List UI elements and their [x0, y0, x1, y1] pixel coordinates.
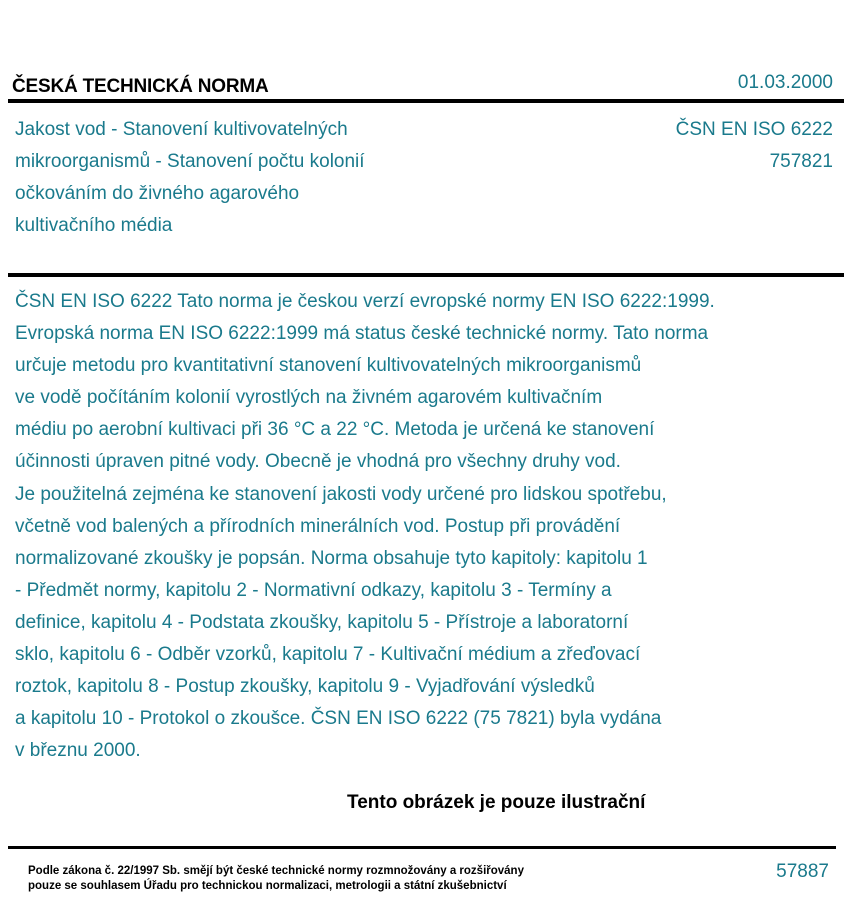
abstract-line: v březnu 2000. — [15, 740, 141, 762]
standard-title — [15, 114, 435, 242]
top-divider — [8, 99, 844, 103]
abstract-line: určuje metodu pro kvantitativní stanovení kultivovatelných mikroorganismů — [15, 355, 642, 377]
abstract-line: Evropská norma EN ISO 6222:1999 má status české technické normy. Tato norma — [15, 323, 709, 345]
abstract-line: a kapitolu 10 - Protokol o zkoušce. ČSN EN ISO 6222 (75 7821) byla vydána — [15, 708, 662, 730]
abstract-line: normalizované zkoušky je popsán. Norma obsahuje tyto kapitoly: kapitolu 1 — [15, 547, 648, 569]
abstract-line: ve vodě počítáním kolonií vyrostlých na živném agarovém kultivačním — [15, 387, 603, 409]
illustration-note: Tento obrázek je pouze ilustrační — [347, 792, 646, 813]
middle-divider — [8, 273, 844, 277]
abstract-line: - Předmět normy, kapitolu 2 - Normativní odkazy, kapitolu 3 - Termíny a — [15, 579, 612, 601]
abstract-line: včetně vod balených a přírodních minerálních vod. Postup při provádění — [15, 515, 621, 537]
abstract-line: definice, kapitolu 4 - Podstata zkoušky, kapitolu 5 - Přístroje a laboratorní — [15, 611, 629, 633]
standard-title-line: očkováním do živného agarového — [15, 183, 300, 204]
bottom-divider — [8, 846, 836, 849]
legal-notice-line: pouze se souhlasem Úřadu pro technickou normalizaci, metrologii a státní zkušebnictví — [28, 880, 507, 892]
standard-class-number: 757821 — [769, 151, 833, 172]
document-header-title: ČESKÁ TECHNICKÁ NORMA — [12, 76, 269, 97]
abstract-line: roztok, kapitolu 8 - Postup zkoušky, kapitolu 9 - Vyjadřování výsledků — [15, 676, 595, 698]
legal-notice-line: Podle zákona č. 22/1997 Sb. smějí být české technické normy rozmnožovány a rozšiřovány — [28, 865, 524, 877]
abstract-line: sklo, kapitolu 6 - Odběr vzorků, kapitolu 7 - Kultivační médium a zřeďovací — [15, 644, 641, 666]
legal-notice — [28, 864, 524, 894]
standard-code: ČSN EN ISO 6222 — [675, 119, 833, 140]
abstract-line: Je použitelná zejména ke stanovení jakosti vody určené pro lidskou spotřebu, — [15, 483, 667, 505]
document-number: 57887 — [776, 861, 829, 882]
abstract-line: ČSN EN ISO 6222 Tato norma je českou verzí evropské normy EN ISO 6222:1999. — [15, 291, 715, 312]
abstract-line: médiu po aerobní kultivaci při 36 °C a 22 °C. Metoda je určená ke stanovení — [15, 419, 655, 441]
standard-title-line: mikroorganismů - Stanovení počtu kolonií — [15, 151, 365, 172]
standard-title-line: kultivačního média — [15, 215, 173, 236]
standard-title-line: Jakost vod - Stanovení kultivovatelných — [15, 119, 348, 140]
abstract-line: účinnosti úpraven pitné vody. Obecně je vhodná pro všechny druhy vod. — [15, 451, 621, 473]
abstract-text — [15, 286, 835, 767]
document-date: 01.03.2000 — [737, 72, 833, 93]
standard-identifiers — [676, 114, 833, 178]
